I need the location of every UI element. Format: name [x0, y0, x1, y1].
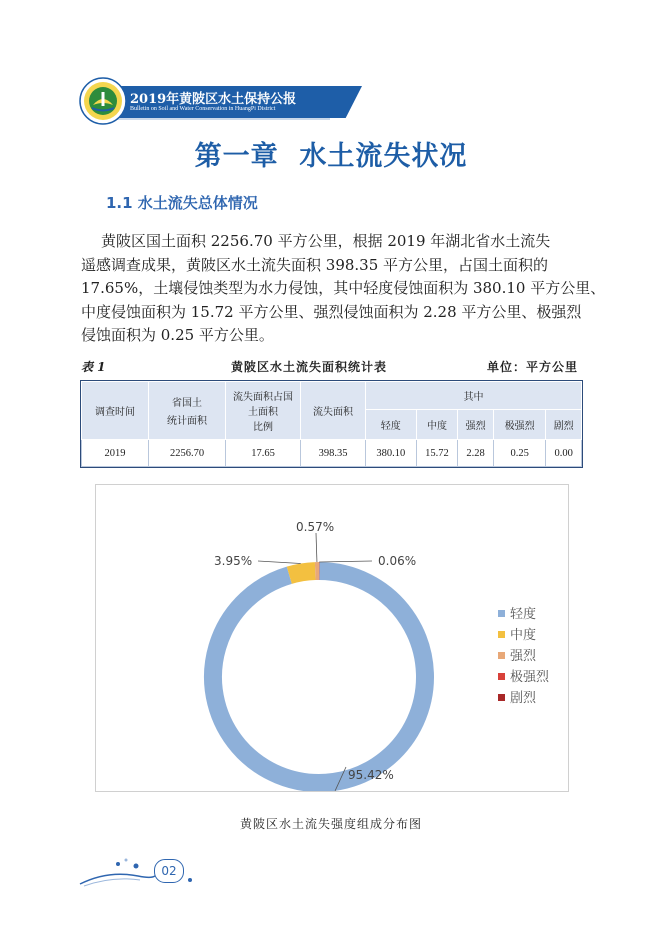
- table-title: 黄陂区水土流失面积统计表: [231, 360, 388, 374]
- legend-swatch-剧烈: [498, 694, 505, 701]
- cell-loss-area: 398.35: [301, 440, 366, 467]
- cell-light: 380.10: [366, 440, 417, 467]
- paragraph-line: 黄陂区国土面积 2256.70 平方公里，根据 2019 年湖北省水土流失: [101, 232, 551, 250]
- legend-swatch-强烈: [498, 652, 505, 659]
- header-ratio: [226, 382, 301, 440]
- paragraph-line: 17.65%，土壤侵蚀类型为水力侵蚀，其中轻度侵蚀面积为 380.10 平方公里、: [81, 279, 606, 297]
- legend-label-极强烈: 极强烈: [510, 670, 550, 685]
- legend-swatch-轻度: [498, 610, 505, 617]
- header-intense: 强烈: [458, 410, 494, 440]
- paragraph-line: 侵蚀面积为 0.25 平方公里。: [81, 326, 274, 344]
- cell-moderate: 15.72: [416, 440, 458, 467]
- header-ratio-line1: 流失面积占国: [233, 392, 293, 403]
- header-land-area-line2: 统计面积: [167, 416, 207, 427]
- cell-intense: 2.28: [458, 440, 494, 467]
- cell-severe: 0.00: [546, 440, 582, 467]
- header-land-area: [149, 382, 226, 440]
- data-label-中度: 3.95%: [214, 554, 253, 568]
- table-unit: 单位：平方公里: [487, 360, 579, 374]
- chapter-title: 第一章 水土流失状况: [194, 141, 468, 172]
- paragraph-line: 中度侵蚀面积为 15.72 平方公里、强烈侵蚀面积为 2.28 平方公里、极强烈: [81, 302, 582, 321]
- table-row: [82, 440, 582, 467]
- donut-chart: [96, 485, 568, 791]
- cell-year: 2019: [82, 440, 149, 467]
- legend-swatch-中度: [498, 631, 505, 638]
- chart-caption: 黄陂区水土流失强度组成分布图: [239, 817, 422, 831]
- header-survey-time: 调查时间: [82, 382, 149, 440]
- header-title: 2019年黄陂区水土保持公报: [130, 92, 297, 107]
- donut-slice-中度: [289, 571, 315, 575]
- chart-frame: [95, 484, 569, 792]
- cell-very-intense: 0.25: [493, 440, 546, 467]
- donut-slice-轻度: [213, 571, 425, 783]
- legend-swatch-极强烈: [498, 673, 505, 680]
- header-subtitle: Bulletin on Soil and Water Conservation in HuangPi District: [130, 106, 276, 112]
- header-severe: 剧烈: [546, 410, 582, 440]
- header-ratio-line2: 土面积: [248, 407, 278, 418]
- data-label-强烈: 0.57%: [296, 520, 335, 534]
- legend-label-中度: 中度: [510, 628, 537, 643]
- paragraph-line: 遥感调查成果，黄陂区水土流失面积 398.35 平方公里，占国土面积的: [81, 255, 549, 274]
- legend-label-轻度: 轻度: [510, 607, 537, 622]
- data-label-leader: [316, 533, 317, 562]
- cell-land-area: 2256.70: [149, 440, 226, 467]
- legend-label-剧烈: 剧烈: [510, 691, 537, 706]
- table-label: 表 1: [81, 360, 106, 374]
- header-loss-area: 流失面积: [301, 382, 366, 440]
- data-label-leader: [319, 561, 372, 562]
- header-moderate: 中度: [416, 410, 458, 440]
- data-label-leader: [258, 561, 301, 563]
- header-ratio-line3: 比例: [253, 422, 273, 433]
- data-label-轻度: 95.42%: [348, 768, 394, 782]
- legend-label-强烈: 强烈: [510, 649, 537, 664]
- page-number: 02: [154, 859, 184, 883]
- header-light: 轻度: [366, 410, 417, 440]
- header-among: 其中: [366, 382, 582, 410]
- bureau-logo-icon: [79, 77, 127, 125]
- erosion-stats-table: [81, 381, 582, 467]
- header-land-area-line1: 省国土: [172, 398, 202, 409]
- cell-ratio: 17.65: [226, 440, 301, 467]
- header-very-intense: 极强烈: [493, 410, 546, 440]
- data-label-极强烈: 0.06%: [378, 554, 417, 568]
- section-title: 1.1 水土流失总体情况: [106, 194, 258, 212]
